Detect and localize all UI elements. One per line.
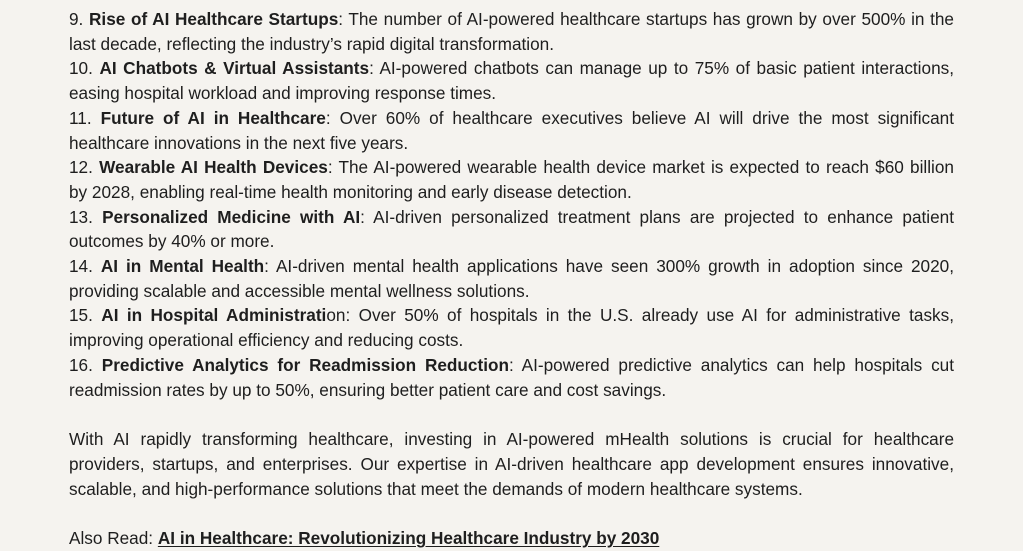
stat-item-12 (69, 155, 954, 204)
stat-text: : Over 60% of healthcare executives believe AI will drive the most significant healthcare innovations in the next five years. (69, 107, 954, 153)
stat-text: : AI-powered chatbots can manage up to 75% of basic patient interactions, easing hospital workload and improving response times. (69, 58, 954, 104)
stat-title: Predictive Analytics for Readmission Reduction (101, 354, 509, 375)
conclusion-paragraph: With AI rapidly transforming healthcare, investing in AI-powered mHealth solutions is crucial for healthcare providers, startups, and enterprises. Our expertise in AI-driven healthcare app development ensures innovative, scalable, and high-performance solutions that meet the demands of modern healthcare systems. (69, 429, 954, 499)
stat-text: : AI-driven personalized treatment plans are projected to enhance patient outcomes by 40% or more. (69, 206, 954, 252)
stat-number: 16. (69, 354, 93, 375)
stat-number: 14. (69, 256, 93, 277)
stat-text: : Over 50% of hospitals in the U.S. already use AI for administrative tasks, improving operational efficiency and reducing costs. (69, 305, 954, 351)
also-read (69, 526, 954, 551)
stat-number: 10. (69, 58, 93, 79)
stat-item-15 (69, 303, 954, 352)
stat-text: : The number of AI-powered healthcare startups has grown by over 500% in the last decade, reflecting the industry’s rapid digital transformation. (69, 9, 954, 54)
stat-title: Personalized Medicine with AI (102, 206, 361, 227)
stat-number: 11. (69, 107, 92, 128)
stat-item-10 (69, 56, 954, 105)
stat-text: : AI-driven mental health applications have seen 300% growth in adoption since 2020, providing scalable and accessible mental wellness solutions. (69, 256, 955, 301)
stat-title: AI Chatbots & Virtual Assistants (99, 58, 370, 79)
stat-title: Wearable AI Health Devices (99, 157, 328, 178)
stat-number: 13. (69, 206, 93, 227)
stat-item-16 (69, 353, 954, 402)
stat-item-11 (69, 106, 954, 155)
stat-number: 12. (69, 157, 93, 178)
also-read-link[interactable]: AI in Healthcare: Revolutionizing Healthcare Industry by 2030 (157, 528, 660, 549)
paragraph-spacer (69, 501, 954, 526)
stat-number: 9. (69, 9, 84, 29)
stat-text: : AI-powered predictive analytics can help hospitals cut readmission rates by up to 50%, ensuring better patient care and cost savings. (69, 354, 954, 400)
article-content (69, 7, 954, 551)
stat-title: Rise of AI Healthcare Startups (89, 9, 339, 29)
stat-title: Future of AI in Healthcare (100, 107, 326, 128)
stat-text: : The AI-powered wearable health device market is expected to reach $60 billion by 2028, enabling real-time health monitoring and early disease detection. (69, 157, 954, 202)
stat-title: AI in Hospital Administrati (101, 305, 327, 326)
stat-item-9 (69, 7, 954, 56)
stat-item-14 (69, 254, 954, 303)
stat-title: AI in Mental Health (100, 256, 265, 277)
stat-number: 15. (69, 305, 93, 326)
paragraph-spacer (69, 402, 954, 427)
stat-title-rest: on (326, 305, 346, 326)
stat-item-13 (69, 205, 954, 254)
also-read-prefix: Also Read: (69, 528, 158, 549)
